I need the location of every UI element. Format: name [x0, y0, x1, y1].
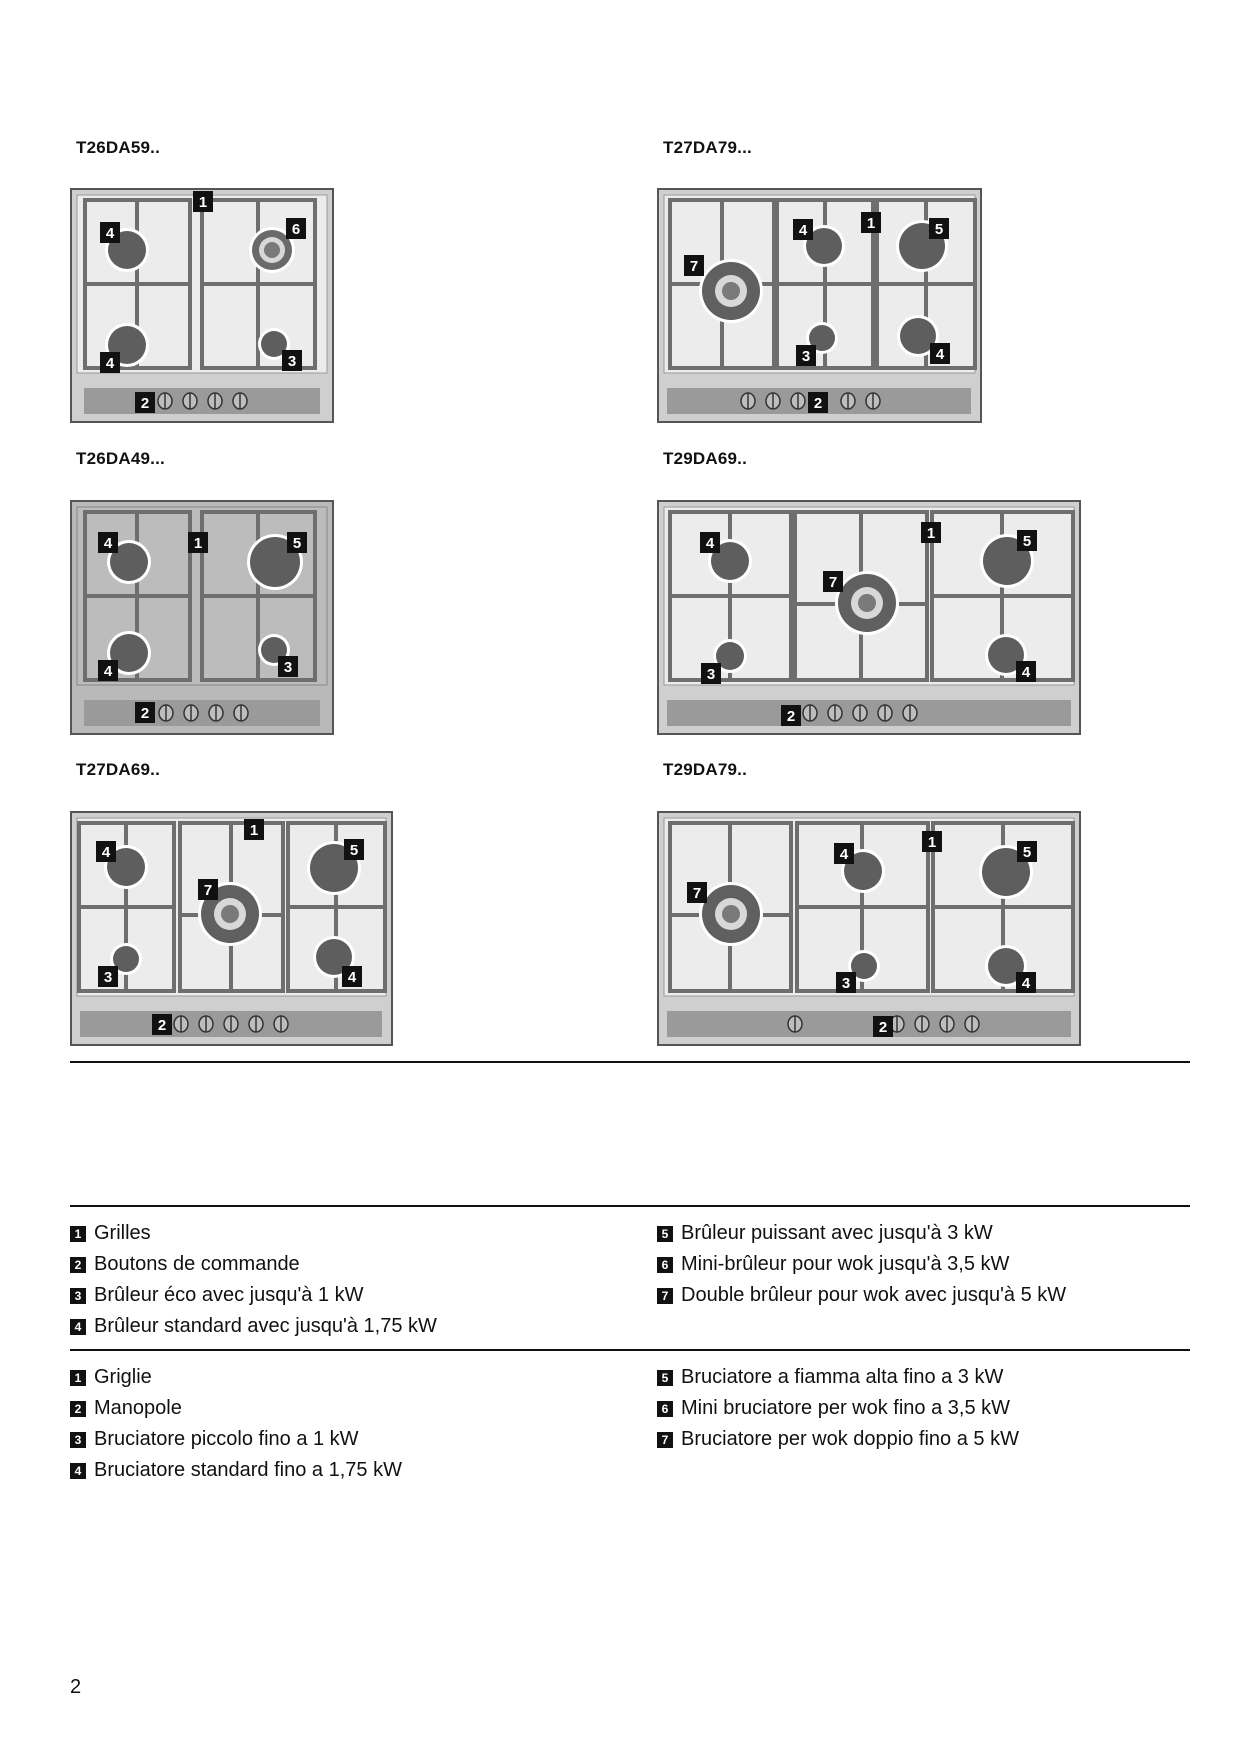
svg-text:3: 3: [841, 975, 851, 992]
legend-number: 6: [657, 1401, 673, 1417]
legend-item: [70, 1393, 402, 1424]
legend-item: [70, 1218, 437, 1249]
svg-text:3: 3: [706, 666, 716, 683]
legend-item: [70, 1311, 437, 1342]
callout-5: [929, 218, 949, 239]
callout-1: [244, 819, 264, 840]
legend-text: Brûleur puissant avec jusqu'à 3 kW: [681, 1222, 993, 1244]
svg-text:5: 5: [349, 842, 359, 859]
legend-number: 5: [657, 1370, 673, 1386]
callout-1: [188, 532, 208, 553]
callout-1: [921, 522, 941, 543]
callout-4: [98, 532, 118, 553]
svg-text:7: 7: [692, 885, 702, 902]
legend-text: Mini-brûleur pour wok jusqu'à 3,5 kW: [681, 1253, 1010, 1275]
svg-text:2: 2: [786, 708, 796, 725]
callout-2: [873, 1016, 893, 1037]
legend-item: [657, 1424, 1019, 1455]
legend-number: 2: [70, 1401, 86, 1417]
burner-wok-double: [699, 259, 763, 323]
svg-text:4: 4: [935, 346, 945, 363]
legend-text: Bruciatore standard fino a 1,75 kW: [94, 1459, 402, 1481]
hob-diagram-t29da69: [657, 500, 1082, 737]
legend-number: 2: [70, 1257, 86, 1273]
legend-item: [70, 1362, 402, 1393]
callout-4: [834, 843, 854, 864]
svg-text:4: 4: [105, 225, 115, 242]
svg-text:3: 3: [283, 659, 293, 676]
legend-number: 1: [70, 1226, 86, 1242]
svg-text:4: 4: [103, 663, 113, 680]
legend-item: [657, 1249, 1066, 1280]
legend-number: 5: [657, 1226, 673, 1242]
legend-text: Mini bruciatore per wok fino a 3,5 kW: [681, 1397, 1011, 1419]
svg-text:1: 1: [926, 525, 936, 542]
hob-diagram-t26da49: [70, 500, 335, 737]
callout-7: [823, 571, 843, 592]
model-label-t27da79: T27DA79...: [663, 138, 752, 157]
model-label-t29da69: T29DA69..: [663, 449, 748, 468]
legend-fr-right: [657, 1218, 1066, 1311]
svg-text:5: 5: [1022, 844, 1032, 861]
legend-text: Bruciatore per wok doppio fino a 5 kW: [681, 1428, 1019, 1450]
callout-5: [344, 839, 364, 860]
callout-3: [796, 345, 816, 366]
svg-text:2: 2: [813, 395, 823, 412]
legend-item: [657, 1280, 1066, 1311]
legend-item: [70, 1280, 437, 1311]
model-label-t26da49: T26DA49...: [76, 449, 165, 468]
callout-3: [282, 350, 302, 371]
legend-text: Brûleur standard avec jusqu'à 1,75 kW: [94, 1315, 437, 1337]
legend-text: Bruciatore piccolo fino a 1 kW: [94, 1428, 359, 1450]
svg-text:4: 4: [101, 844, 111, 861]
svg-text:5: 5: [934, 221, 944, 238]
legend-item: [70, 1455, 402, 1486]
legend-text: Double brûleur pour wok avec jusqu'à 5 kW: [681, 1284, 1067, 1306]
legend-text: Bruciatore a fiamma alta fino a 3 kW: [681, 1366, 1004, 1388]
callout-2: [808, 392, 828, 413]
callout-4: [100, 222, 120, 243]
svg-text:1: 1: [249, 822, 259, 839]
svg-text:6: 6: [291, 221, 301, 238]
legend-item: [657, 1393, 1019, 1424]
legend-it-left: [70, 1362, 402, 1486]
callout-4: [793, 219, 813, 240]
callout-3: [278, 656, 298, 677]
svg-text:4: 4: [103, 535, 113, 552]
legend-number: 3: [70, 1432, 86, 1448]
legend-item: [70, 1249, 437, 1280]
callout-5: [1017, 530, 1037, 551]
legend-text: Brûleur éco avec jusqu'à 1 kW: [94, 1284, 364, 1306]
svg-text:2: 2: [878, 1019, 888, 1036]
callout-1: [193, 191, 213, 212]
callout-2: [135, 702, 155, 723]
page-number: 2: [70, 1676, 82, 1698]
burner-wok-double: [699, 882, 763, 946]
svg-text:3: 3: [103, 969, 113, 986]
svg-text:2: 2: [140, 705, 150, 722]
legend-text: Manopole: [94, 1397, 182, 1419]
legend-number: 4: [70, 1463, 86, 1479]
legend-number: 7: [657, 1288, 673, 1304]
callout-2: [781, 705, 801, 726]
legend-text: Griglie: [94, 1366, 152, 1388]
model-label-t26da59: T26DA59..: [76, 138, 161, 157]
callout-4: [96, 841, 116, 862]
svg-text:7: 7: [689, 258, 699, 275]
callout-4: [100, 352, 120, 373]
legend-number: 6: [657, 1257, 673, 1273]
hob-diagram-t27da79: [657, 188, 983, 425]
callout-4: [700, 532, 720, 553]
callout-4: [1016, 661, 1036, 682]
svg-text:5: 5: [1022, 533, 1032, 550]
section-divider: [70, 1061, 1190, 1063]
callout-4: [930, 343, 950, 364]
callout-1: [922, 831, 942, 852]
svg-text:3: 3: [801, 348, 811, 365]
svg-text:4: 4: [839, 846, 849, 863]
callout-6: [286, 218, 306, 239]
callout-5: [287, 532, 307, 553]
svg-text:7: 7: [203, 882, 213, 899]
burner-wok-double: [835, 571, 899, 635]
svg-text:4: 4: [798, 222, 808, 239]
legend-number: 4: [70, 1319, 86, 1335]
svg-text:4: 4: [1021, 664, 1031, 681]
legend-text: Boutons de commande: [94, 1253, 300, 1275]
callout-4: [98, 660, 118, 681]
hob-diagram-t29da79: [657, 811, 1082, 1048]
model-label-t29da79: T29DA79..: [663, 760, 748, 779]
legend-item: [657, 1218, 1066, 1249]
legend-number: 1: [70, 1370, 86, 1386]
svg-text:1: 1: [927, 834, 937, 851]
callout-2: [152, 1014, 172, 1035]
legend-item: [70, 1424, 402, 1455]
hob-diagram-t26da59: [70, 188, 335, 425]
svg-text:3: 3: [287, 353, 297, 370]
svg-text:7: 7: [828, 574, 838, 591]
svg-text:4: 4: [105, 355, 115, 372]
callout-3: [98, 966, 118, 987]
callout-7: [687, 882, 707, 903]
svg-text:4: 4: [1021, 975, 1031, 992]
callout-3: [836, 972, 856, 993]
legend-fr-left: [70, 1218, 437, 1342]
legend-it-right: [657, 1362, 1019, 1455]
callout-4: [342, 966, 362, 987]
callout-2: [135, 392, 155, 413]
callout-5: [1017, 841, 1037, 862]
legend-number: 7: [657, 1432, 673, 1448]
svg-text:4: 4: [347, 969, 357, 986]
svg-text:2: 2: [140, 395, 150, 412]
svg-text:5: 5: [292, 535, 302, 552]
svg-text:4: 4: [705, 535, 715, 552]
svg-text:2: 2: [157, 1017, 167, 1034]
legend-number: 3: [70, 1288, 86, 1304]
legend-text: Grilles: [94, 1222, 151, 1244]
legend-item: [657, 1362, 1019, 1393]
callout-7: [684, 255, 704, 276]
svg-text:1: 1: [866, 215, 876, 232]
svg-text:1: 1: [193, 535, 203, 552]
callout-7: [198, 879, 218, 900]
hob-diagram-t27da69: [70, 811, 394, 1048]
callout-3: [701, 663, 721, 684]
svg-text:1: 1: [198, 194, 208, 211]
model-label-t27da69: T27DA69..: [76, 760, 161, 779]
legend-middle-rule: [70, 1349, 1190, 1351]
callout-4: [1016, 972, 1036, 993]
legend-top-rule: [70, 1205, 1190, 1207]
callout-1: [861, 212, 881, 233]
